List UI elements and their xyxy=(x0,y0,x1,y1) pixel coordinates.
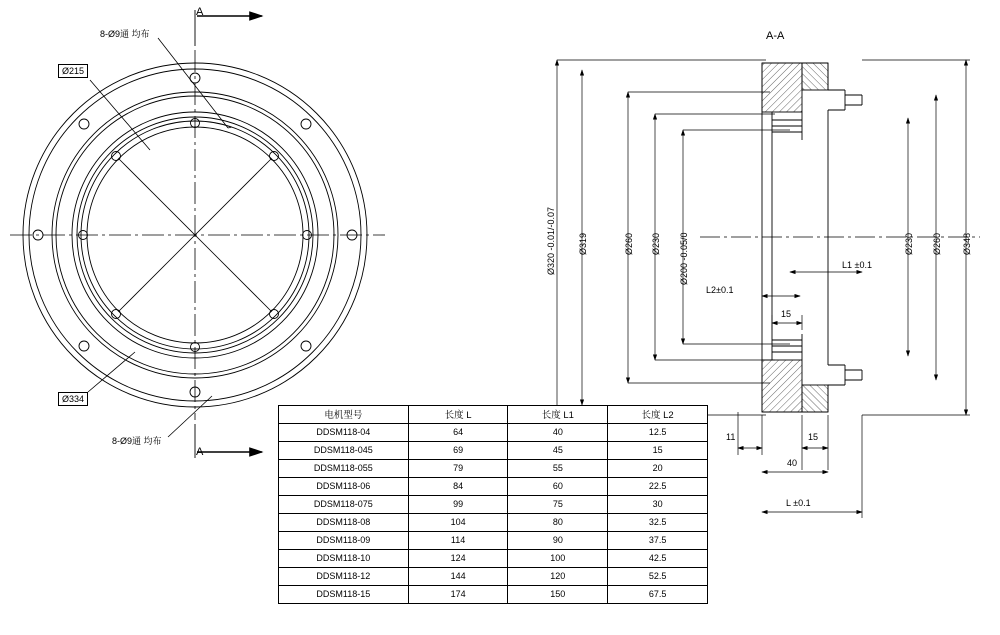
table-body xyxy=(279,424,708,604)
dim-15-bottom: 15 xyxy=(808,432,819,442)
cell-l: 84 xyxy=(408,478,508,496)
cell-l2: 37.5 xyxy=(608,532,708,550)
dim-11: 11 xyxy=(726,432,736,442)
table-header-l2: 长度 L2 xyxy=(608,406,708,424)
cell-model: DDSM118-06 xyxy=(279,478,409,496)
cell-l1: 45 xyxy=(508,442,608,460)
table-header-l1: 长度 L1 xyxy=(508,406,608,424)
dim-d348: Ø348 xyxy=(962,232,972,255)
table-row xyxy=(279,550,708,568)
cell-l: 174 xyxy=(408,586,508,604)
label-8xo9-top: 8-Ø9通 均布 xyxy=(100,29,150,39)
cell-l2: 22.5 xyxy=(608,478,708,496)
cell-l1: 55 xyxy=(508,460,608,478)
cell-model: DDSM118-08 xyxy=(279,514,409,532)
table-header-l: 长度 L xyxy=(408,406,508,424)
cell-model: DDSM118-045 xyxy=(279,442,409,460)
dim-40: 40 xyxy=(787,458,798,468)
dim-d200: Ø200 -0.05/0 xyxy=(679,232,689,285)
cell-l1: 60 xyxy=(508,478,608,496)
view-mark-a-bottom: A xyxy=(196,446,204,458)
table-row xyxy=(279,442,708,460)
cell-l2: 30 xyxy=(608,496,708,514)
cell-model: DDSM118-12 xyxy=(279,568,409,586)
dim-d320: Ø320 -0.01/-0.07 xyxy=(546,206,556,275)
cell-model: DDSM118-10 xyxy=(279,550,409,568)
cell-l2: 67.5 xyxy=(608,586,708,604)
dim-d319: Ø319 xyxy=(578,232,588,255)
cell-model: DDSM118-055 xyxy=(279,460,409,478)
cell-l2: 52.5 xyxy=(608,568,708,586)
table-row xyxy=(279,424,708,442)
table-row xyxy=(279,478,708,496)
cell-l: 114 xyxy=(408,532,508,550)
cell-l: 69 xyxy=(408,442,508,460)
cell-model: DDSM118-075 xyxy=(279,496,409,514)
cell-l: 64 xyxy=(408,424,508,442)
cell-l1: 75 xyxy=(508,496,608,514)
center-lines xyxy=(10,50,385,420)
section-title: A-A xyxy=(766,30,785,42)
cell-model: DDSM118-04 xyxy=(279,424,409,442)
section-arrow-bottom xyxy=(195,424,262,458)
table-row xyxy=(279,586,708,604)
cell-l2: 15 xyxy=(608,442,708,460)
dim-d230-right: Ø230 xyxy=(904,232,914,255)
table-row xyxy=(279,568,708,586)
table-row xyxy=(279,532,708,550)
cell-l1: 150 xyxy=(508,586,608,604)
label-d215: Ø215 xyxy=(58,64,88,78)
cell-l1: 40 xyxy=(508,424,608,442)
dim-d230-left: Ø230 xyxy=(651,232,661,255)
cell-l: 79 xyxy=(408,460,508,478)
dim-d260-right: Ø260 xyxy=(932,232,942,255)
cell-model: DDSM118-15 xyxy=(279,586,409,604)
table-row xyxy=(279,514,708,532)
table-header-model: 电机型号 xyxy=(279,406,409,424)
table-row xyxy=(279,496,708,514)
dim-l: L ±0.1 xyxy=(786,498,811,508)
view-mark-a-top: A xyxy=(196,6,204,18)
cell-l1: 120 xyxy=(508,568,608,586)
cell-l1: 90 xyxy=(508,532,608,550)
spec-table xyxy=(278,405,708,604)
cell-l2: 12.5 xyxy=(608,424,708,442)
dim-l2: L2±0.1 xyxy=(706,285,734,295)
cell-l: 104 xyxy=(408,514,508,532)
table-header-row xyxy=(279,406,708,424)
cell-l1: 80 xyxy=(508,514,608,532)
table-row xyxy=(279,460,708,478)
dim-d260-left: Ø260 xyxy=(624,232,634,255)
label-8xo9-bottom: 8-Ø9通 均布 xyxy=(112,436,162,446)
cell-l2: 20 xyxy=(608,460,708,478)
dim-l1: L1 ±0.1 xyxy=(842,260,872,270)
cell-l2: 42.5 xyxy=(608,550,708,568)
dim-15-inner: 15 xyxy=(781,309,792,319)
cell-l2: 32.5 xyxy=(608,514,708,532)
section-arrow-top xyxy=(195,10,262,46)
label-d334: Ø334 xyxy=(58,392,88,406)
cell-model: DDSM118-09 xyxy=(279,532,409,550)
cell-l: 124 xyxy=(408,550,508,568)
cell-l: 99 xyxy=(408,496,508,514)
cell-l: 144 xyxy=(408,568,508,586)
cell-l1: 100 xyxy=(508,550,608,568)
